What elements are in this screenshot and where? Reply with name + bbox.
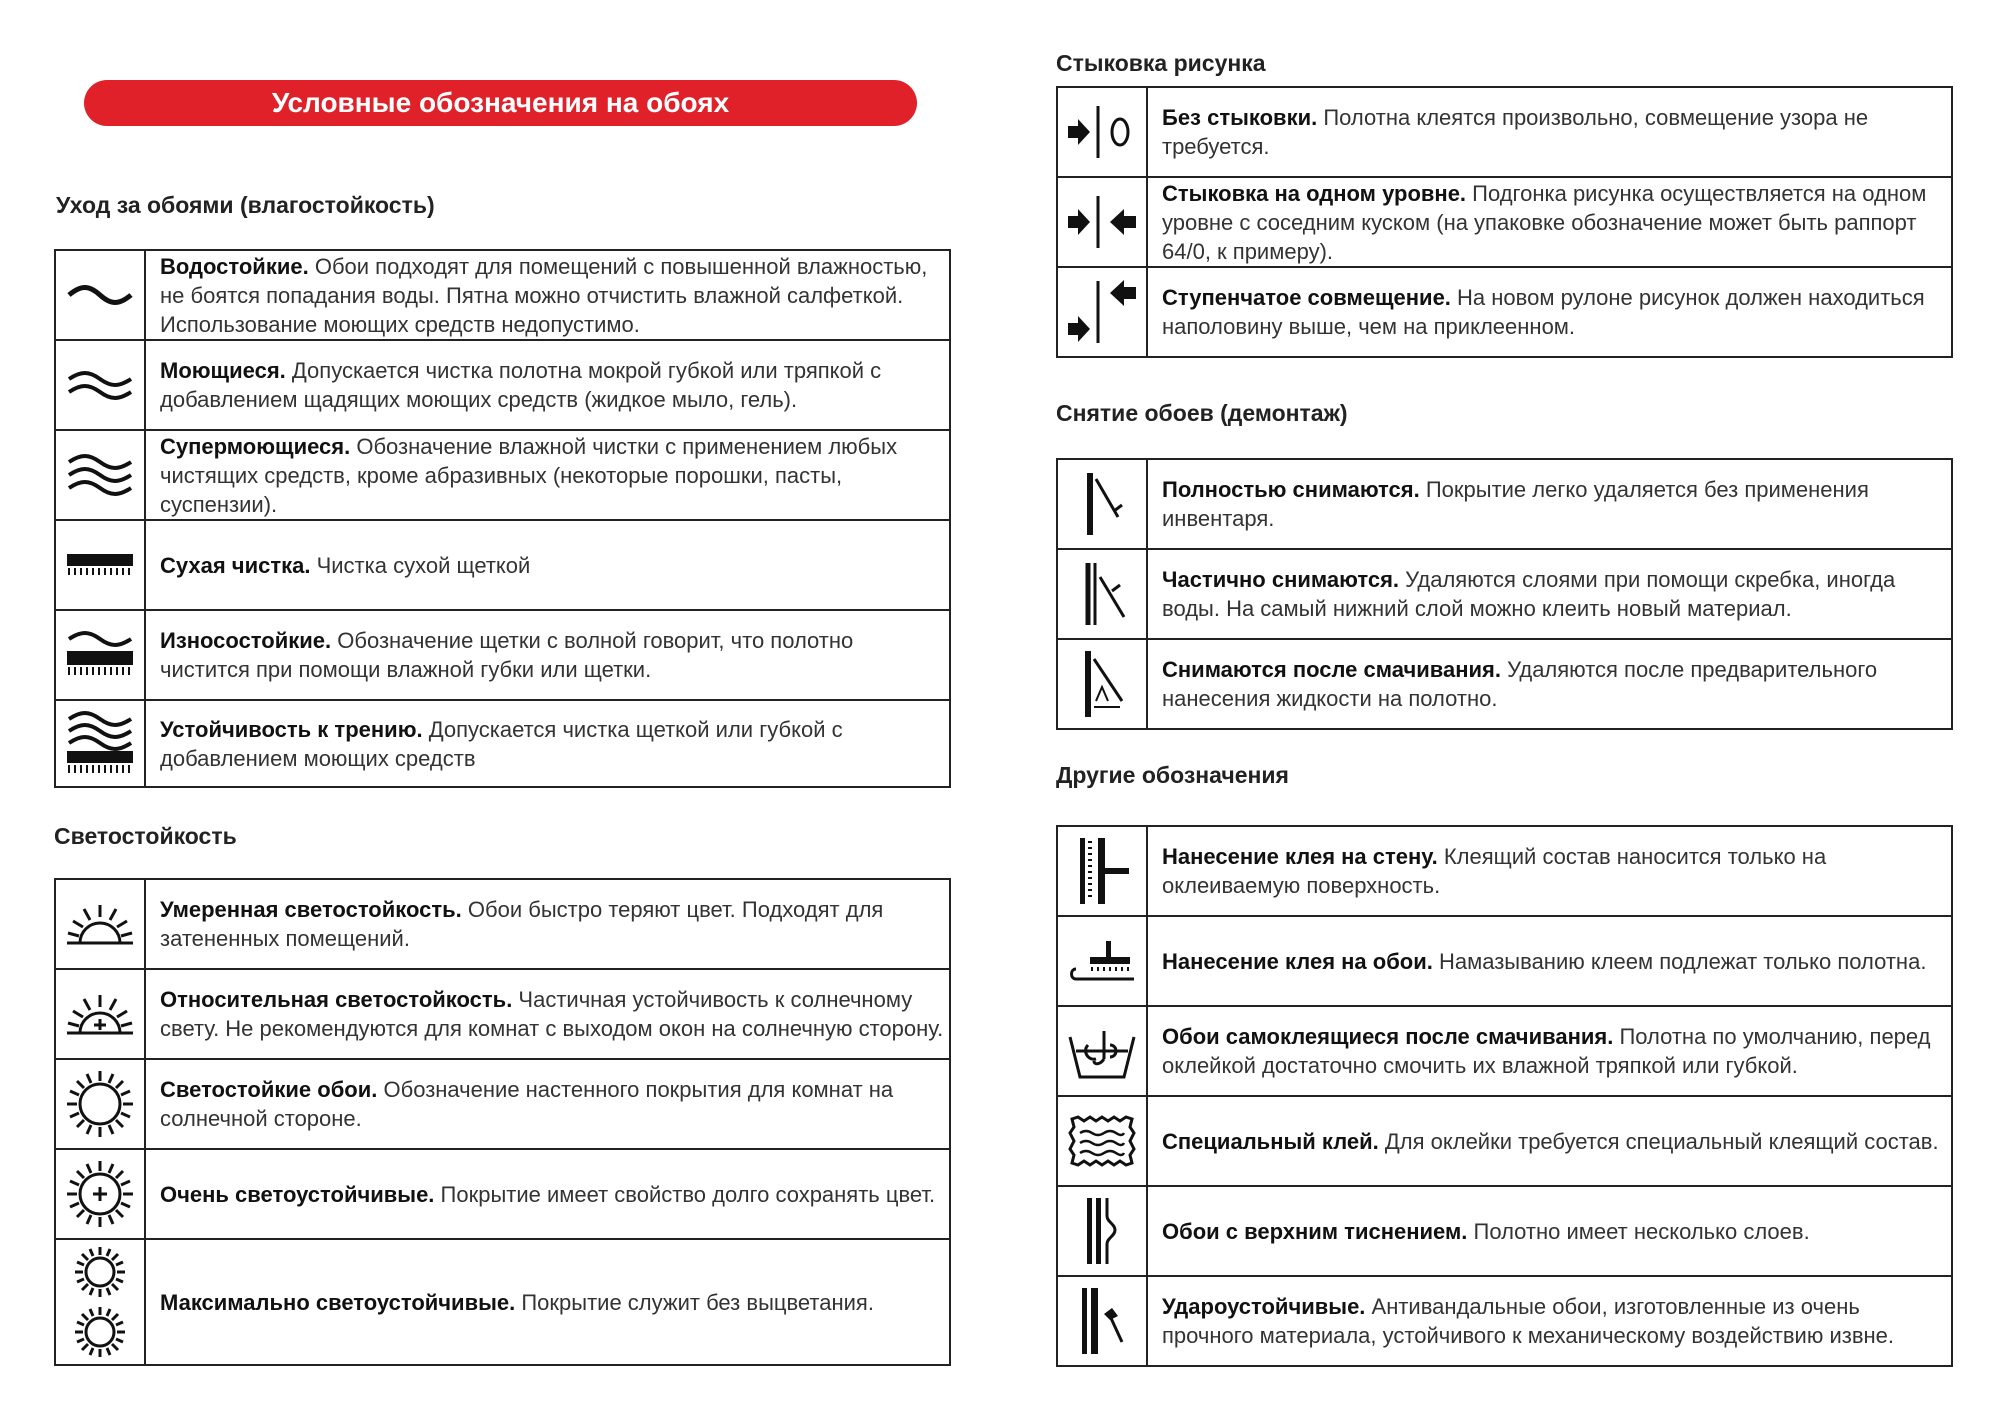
light-table (54, 878, 951, 1366)
row-text: Допускается чистка полотна мокрой губкой или тряпкой с добавлением щадящих моющих средств (жидкое мыло, гель). (160, 358, 882, 412)
row-text: Полотна клеятся произвольно, совмещение узора не требуется. (1162, 105, 1869, 159)
row-text: Покрытие имеет свойство долго сохранять цвет. (434, 1181, 936, 1207)
row-text: Чистка сухой щеткой (310, 552, 531, 578)
row-title: Супермоющиеся. (160, 433, 351, 459)
row-title: Нанесение клея на стену. (1162, 844, 1438, 869)
row-title: Водостойкие. (160, 253, 309, 279)
triple-wave-icon (55, 430, 145, 520)
table-row (55, 430, 950, 520)
table-row (1057, 1096, 1952, 1186)
sun-icon (55, 1059, 145, 1149)
row-title: Специальный клей. (1162, 1128, 1379, 1154)
row-title: Светостойкие обои. (160, 1077, 378, 1102)
removal-table (1056, 458, 1953, 730)
row-text: Обои быстро теряют цвет. Подходят для затененных помещений. (160, 897, 884, 951)
row-title: Умеренная светостойкость. (160, 897, 462, 922)
row-title: Сухая чистка. (160, 552, 311, 578)
row-title: Снимаются после смачивания. (1162, 657, 1501, 682)
offset-match-icon (1057, 267, 1147, 357)
table-row (1057, 639, 1952, 729)
row-text: Обозначение настенного покрытия для комнат на солнечной стороне. (160, 1077, 894, 1131)
row-title: Нанесение клея на обои. (1162, 948, 1433, 974)
row-title: Моющиеся. (160, 358, 286, 383)
paste-paper-icon (1057, 916, 1147, 1006)
row-text: Покрытие легко удаляется без применения инвентаря. (1162, 477, 1869, 531)
row-title: Относительная светостойкость. (160, 987, 513, 1012)
row-text: Полотно имеет несколько слоев. (1467, 1218, 1810, 1244)
row-text: Допускается чистка щеткой или губкой с добавлением моющих средств (160, 716, 843, 771)
row-title: Износостойкие. (160, 628, 332, 653)
embossed-icon (1057, 1186, 1147, 1276)
match-heading: Стыковка рисунка (1056, 50, 1266, 76)
row-text: Обои подходят для помещений с повышенной влажностью, не боятся попадания воды. Пятна можно отчистить влажной салфеткой. Использование моющих средств недопустимо. (160, 253, 928, 337)
row-text: Клеящий состав наносится только на оклеиваемую поверхность. (1162, 844, 1827, 898)
wet-removable-icon (1057, 639, 1147, 729)
impact-resistant-icon (1057, 1276, 1147, 1366)
table-row (55, 1149, 950, 1239)
table-row (55, 700, 950, 787)
row-title: Устойчивость к трению. (160, 716, 423, 742)
special-glue-icon (1057, 1096, 1147, 1186)
peelable-icon (1057, 549, 1147, 639)
sun-plus-icon (55, 1149, 145, 1239)
other-table (1056, 825, 1953, 1367)
row-title: Удароустойчивые. (1162, 1294, 1366, 1319)
double-sun-icon (55, 1239, 145, 1365)
table-row (1057, 549, 1952, 639)
row-title: Без стыковки. (1162, 105, 1318, 130)
table-row (1057, 459, 1952, 549)
row-title: Очень светоустойчивые. (160, 1181, 435, 1207)
care-table (54, 249, 951, 788)
table-row (55, 1059, 950, 1149)
other-heading: Другие обозначения (1056, 762, 1289, 788)
double-wave-icon (55, 340, 145, 430)
row-text: Полотна по умолчанию, перед оклейкой достаточно смочить их влажной тряпкой или губкой. (1162, 1024, 1931, 1078)
table-row (55, 520, 950, 610)
prepasted-icon (1057, 1006, 1147, 1096)
waves-brush-icon (55, 700, 145, 787)
care-heading: Уход за обоями (влагостойкость) (56, 192, 435, 218)
row-title: Частично снимаются. (1162, 567, 1400, 592)
row-text: Удаляются после предварительного нанесения жидкости на полотно. (1162, 657, 1878, 711)
row-title: Ступенчатое совмещение. (1162, 285, 1451, 310)
row-title: Стыковка на одном уровне. (1162, 180, 1467, 206)
table-row (1057, 826, 1952, 916)
row-text: Удаляются слоями при помощи скребка, иногда воды. На самый нижний слой можно клеить новый материал. (1162, 567, 1896, 621)
table-row (1057, 177, 1952, 267)
half-sun-icon (55, 879, 145, 969)
table-row (55, 610, 950, 700)
row-text: Для оклейки требуется специальный клеящий состав. (1378, 1128, 1939, 1154)
page-banner: Условные обозначения на обоях (84, 80, 917, 126)
row-text: Намазыванию клеем подлежат только полотна. (1432, 948, 1927, 974)
table-row (55, 879, 950, 969)
table-row (1057, 87, 1952, 177)
row-text: Антивандальные обои, изготовленные из очень прочного материала, устойчивого к механическому воздействию извне. (1162, 1294, 1895, 1348)
straight-match-icon (1057, 177, 1147, 267)
row-text: На новом рулоне рисунок должен находиться наполовину выше, чем на приклеенном. (1162, 285, 1925, 339)
row-title: Максимально светоустойчивые. (160, 1289, 516, 1315)
row-text: Частичная устойчивость к солнечному свету. Не рекомендуются для комнат с выходом окон на солнечную сторону. (160, 987, 944, 1041)
single-wave-icon (55, 250, 145, 340)
brush-icon (55, 520, 145, 610)
light-heading: Светостойкость (54, 823, 237, 849)
strippable-icon (1057, 459, 1147, 549)
row-text: Обозначение влажной чистки с применением любых чистящих средств, кроме абразивных (некоторые порошки, пасты, суспензии). (160, 433, 898, 517)
table-row (1057, 1006, 1952, 1096)
row-text: Обозначение щетки с волной говорит, что полотно чистится при помощи влажной губки или щетки. (160, 628, 854, 682)
row-text: Покрытие служит без выцветания. (515, 1289, 874, 1315)
free-match-icon (1057, 87, 1147, 177)
half-sun-plus-icon (55, 969, 145, 1059)
wave-brush-icon (55, 610, 145, 700)
removal-heading: Снятие обоев (демонтаж) (1056, 400, 1348, 426)
table-row (55, 250, 950, 340)
table-row (1057, 1186, 1952, 1276)
row-text: Подгонка рисунка осуществляется на одном уровне с соседним куском (на упаковке обозначение может быть раппорт 64/0, к примеру). (1162, 180, 1927, 264)
table-row (1057, 916, 1952, 1006)
match-table (1056, 86, 1953, 358)
row-title: Обои самоклеящиеся после смачивания. (1162, 1024, 1614, 1049)
row-title: Обои с верхним тиснением. (1162, 1218, 1468, 1244)
table-row (55, 969, 950, 1059)
table-row (55, 340, 950, 430)
table-row (1057, 267, 1952, 357)
paste-wall-icon (1057, 826, 1147, 916)
table-row (1057, 1276, 1952, 1366)
row-title: Полностью снимаются. (1162, 477, 1420, 502)
table-row (55, 1239, 950, 1365)
